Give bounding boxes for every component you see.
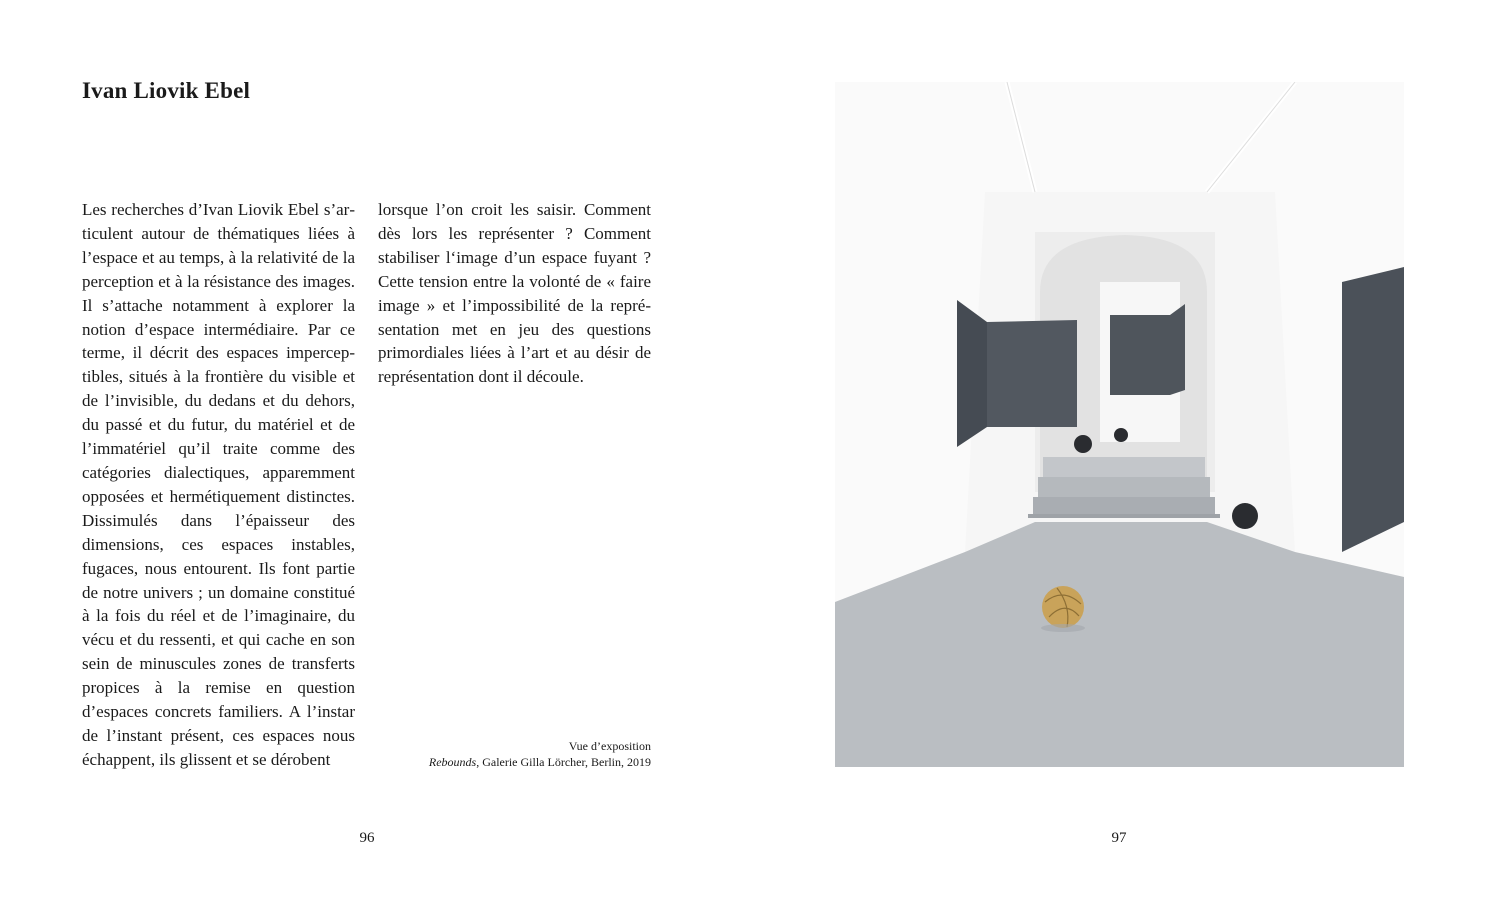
page-number-right: 97: [1111, 830, 1127, 846]
ball-gold-shadow: [1041, 624, 1085, 632]
page-number-left: 96: [359, 830, 375, 846]
caption-venue: , Galerie Gilla Lörcher, Berlin, 2019: [476, 754, 651, 769]
body-text-column-1: Les recherches d’Ivan Liovik Ebel s’articulent autour de thématiques liées à l’espace et au temps, à la relativité de la perception et à la résistance des images. Il s’attache notamment à explorer la notion d’espace intermédiaire. Par ce terme, il décrit des espaces imperceptibles, situés à la frontière du visible et de l’invisible, du dedans et du dehors, du passé et du futur, du matériel et de l’immatériel qu’il traite comme des catégories dialectiques, apparemment opposées et hermétiquement distinctes. Dissimulés dans l’épaisseur des dimensions, ces espaces instables, fugaces, nous entourent. Ils font partie de notre univers ; un domaine constitué à la fois du réel et de l’imaginaire, du vécu et du ressenti, et qui cache en son sein de minuscules zones de transferts propices à la remise en question d’espaces concrets familiers. A l’instar de l’instant présent, ces espaces nous échappent, ils glissent et se dérobent: [82, 200, 355, 769]
painting-panel-right: [1342, 267, 1404, 552]
gallery-installation-illustration: [835, 82, 1404, 767]
ball-small-1: [1074, 435, 1092, 453]
photo-caption: [378, 739, 651, 770]
body-text-column-2: lorsque l’on croit les saisir. Comment dès lors les représenter ? Comment stabiliser l‘image d’un espace fuyant ? Cette tension entre la volonté de « faire image » et l’impossibilité de la représentation met en jeu des questions primordiales liées à l’art et au désir de représentation dont il découle.: [378, 200, 651, 387]
step-2: [1038, 477, 1210, 497]
caption-line-1: Vue d’exposition: [568, 739, 651, 753]
ball-small-2: [1114, 428, 1128, 442]
painting-panel-left-wing: [957, 300, 987, 447]
step-edge: [1028, 514, 1220, 518]
caption-line-2: [378, 755, 651, 771]
caption-exhibition-title: Rebounds: [428, 754, 477, 769]
painting-inner: [1110, 304, 1185, 395]
ball-medium: [1232, 503, 1258, 529]
painting-panel-left: [987, 320, 1077, 427]
article-title: Ivan Liovik Ebel: [82, 78, 251, 103]
ball-gold: [1042, 586, 1084, 628]
exhibition-photo: [835, 82, 1404, 767]
